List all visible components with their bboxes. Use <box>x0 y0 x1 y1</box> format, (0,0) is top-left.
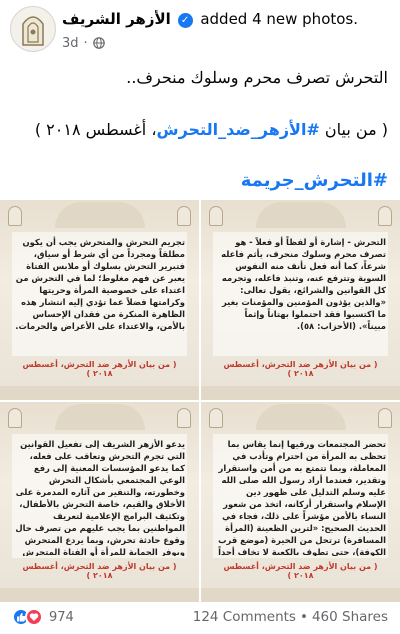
reactions-summary[interactable] <box>12 608 74 626</box>
post-text-line-2-prefix: ( من بيان <box>319 120 388 139</box>
reaction-count: 974 <box>49 609 74 625</box>
photo-1[interactable] <box>0 200 199 400</box>
azhar-logo-icon <box>8 408 22 428</box>
post-time[interactable]: 3d <box>62 35 79 51</box>
azhar-logo-icon <box>378 408 392 428</box>
photo-2[interactable] <box>201 200 400 400</box>
photo-text: التحرش - إشارة أو لفظاً أو فعلاً - هو تصرف محرم وسلوك منحرف، يأثم فاعله شرعاً، كما أنه فعل تأنف منه النفوس السوية وتترفع عنه، وتنبذ فاعله، وتجرمه كل القوانين والشرائع، يقول تعالى: «والذين يؤذون المؤمنين والمؤمنات بغير ما اكتسبوا فقد احتملوا بهتاناً وإثماً مبيناً». (الأحزاب: ٥٨). <box>221 237 386 331</box>
globe-icon <box>93 37 105 49</box>
verified-badge-icon: ✓ <box>178 13 193 28</box>
post-author-line <box>62 10 392 32</box>
comments-link[interactable]: 124 Comments <box>192 609 296 625</box>
photo-source: ( من بيان الأزهر ضد التحرش، أغسطس ٢٠١٨ ) <box>22 360 177 378</box>
azhar-logo-icon <box>20 12 46 46</box>
post-meta <box>62 34 105 52</box>
photo-text: تحضر المجتمعات ورقيها إنما يقاس بما تحظى به المرأة من احترام وتأدب في المعاملة، وبما تتمتع به من أمن واستقرار وتقدير، فعندما أراد رسول الله صلى الله عليه وسلم التدليل على ظهور دين الإسلام واستقرار أركانه، اتخذ من شعور النساء بالأمن مؤشراً على ذلك، فجاء في الحديث الصحيح: «لترين الظعينة (المرأة المسافرة) ترتحل من الحيرة (موضع قرب الكوفة)، حتى تطوف بالكعبة لا تخاف أحداً <box>218 439 386 556</box>
love-reaction-icon <box>25 608 43 626</box>
azhar-logo-icon <box>177 206 191 226</box>
photo-4[interactable] <box>201 402 400 602</box>
mosque-dome-decoration <box>55 404 145 430</box>
mosque-dome-decoration <box>256 202 346 228</box>
post-footer <box>0 600 400 634</box>
photo-source: ( من بيان الأزهر ضد التحرش، أغسطس ٢٠١٨ ) <box>223 562 378 580</box>
hashtag-link[interactable]: #الأزهر_ضد_التحرش <box>156 120 320 139</box>
reaction-icons <box>12 608 43 626</box>
photo-3[interactable] <box>0 402 199 602</box>
stats-separator: • <box>299 609 308 625</box>
photo-bottom-bar <box>201 386 400 400</box>
azhar-logo-icon <box>209 206 223 226</box>
engagement-stats <box>193 609 388 625</box>
post-text-line-1: التحرش تصرف محرم وسلوك منحرف.. <box>126 68 388 87</box>
hashtag-link-harassment-crime[interactable]: #التحرش_جريمة <box>240 170 388 191</box>
photo-source: ( من بيان الأزهر ضد التحرش، أغسطس ٢٠١٨ ) <box>223 360 378 378</box>
photo-text: يدعو الأزهر الشريف إلى تفعيل القوانين التي تجرم التحرش وتعاقب على فعله، كما يدعو المؤسسات المعنية إلى رفع الوعي المجتمعي بأشكال التحرش وخطورته، والتنفير من آثاره المدمرة على الأخلاق والقيم، خاصة التحرش بالأطفال، وتكثيف البرامج الإعلامية لتعريف المواطنين بما يجب عليهم من تصرف حال وقوع حادثة تحرش، وبما يردع المتحرش ويوفر الحماية للمرأة أو الفتاة المتحرش <box>15 439 185 556</box>
page-avatar[interactable] <box>10 6 56 52</box>
azhar-logo-icon <box>209 408 223 428</box>
photo-grid <box>0 200 400 602</box>
photo-bottom-bar <box>0 386 199 400</box>
photo-source: ( من بيان الأزهر ضد التحرش، أغسطس ٢٠١٨ ) <box>22 562 177 580</box>
photo-text: تجريم التحرش والمتحرش يجب أن يكون مطلقاً ومجرداً من أي شرط أو سياق، فتبرير التحرش بسلوك أو ملابس الفتاة يعبر عن فهم مغلوط؛ لما في التحرش من اعتداء على خصوصية المرأة وحريتها وكرامتها فضلاً عما تؤدي إليه انتشار هذه الظاهرة المنكرة من فقدان الإحساس بالأمن، والاعتداء على الأعراض والحرمات. <box>15 237 185 331</box>
azhar-logo-icon <box>8 206 22 226</box>
shares-link[interactable]: 460 Shares <box>311 609 388 625</box>
mosque-dome-decoration <box>55 202 145 228</box>
mosque-dome-decoration <box>256 404 346 430</box>
azhar-logo-icon <box>177 408 191 428</box>
azhar-logo-icon <box>378 206 392 226</box>
post-action-text: added 4 new photos. <box>200 10 359 28</box>
meta-separator: · <box>83 35 88 51</box>
post-text-line-2-suffix: ، أغسطس ٢٠١٨ ) <box>34 120 157 139</box>
post-text-line-2 <box>12 120 388 139</box>
page-name[interactable]: الأزهر الشريف <box>62 10 171 28</box>
post-header <box>0 0 400 58</box>
